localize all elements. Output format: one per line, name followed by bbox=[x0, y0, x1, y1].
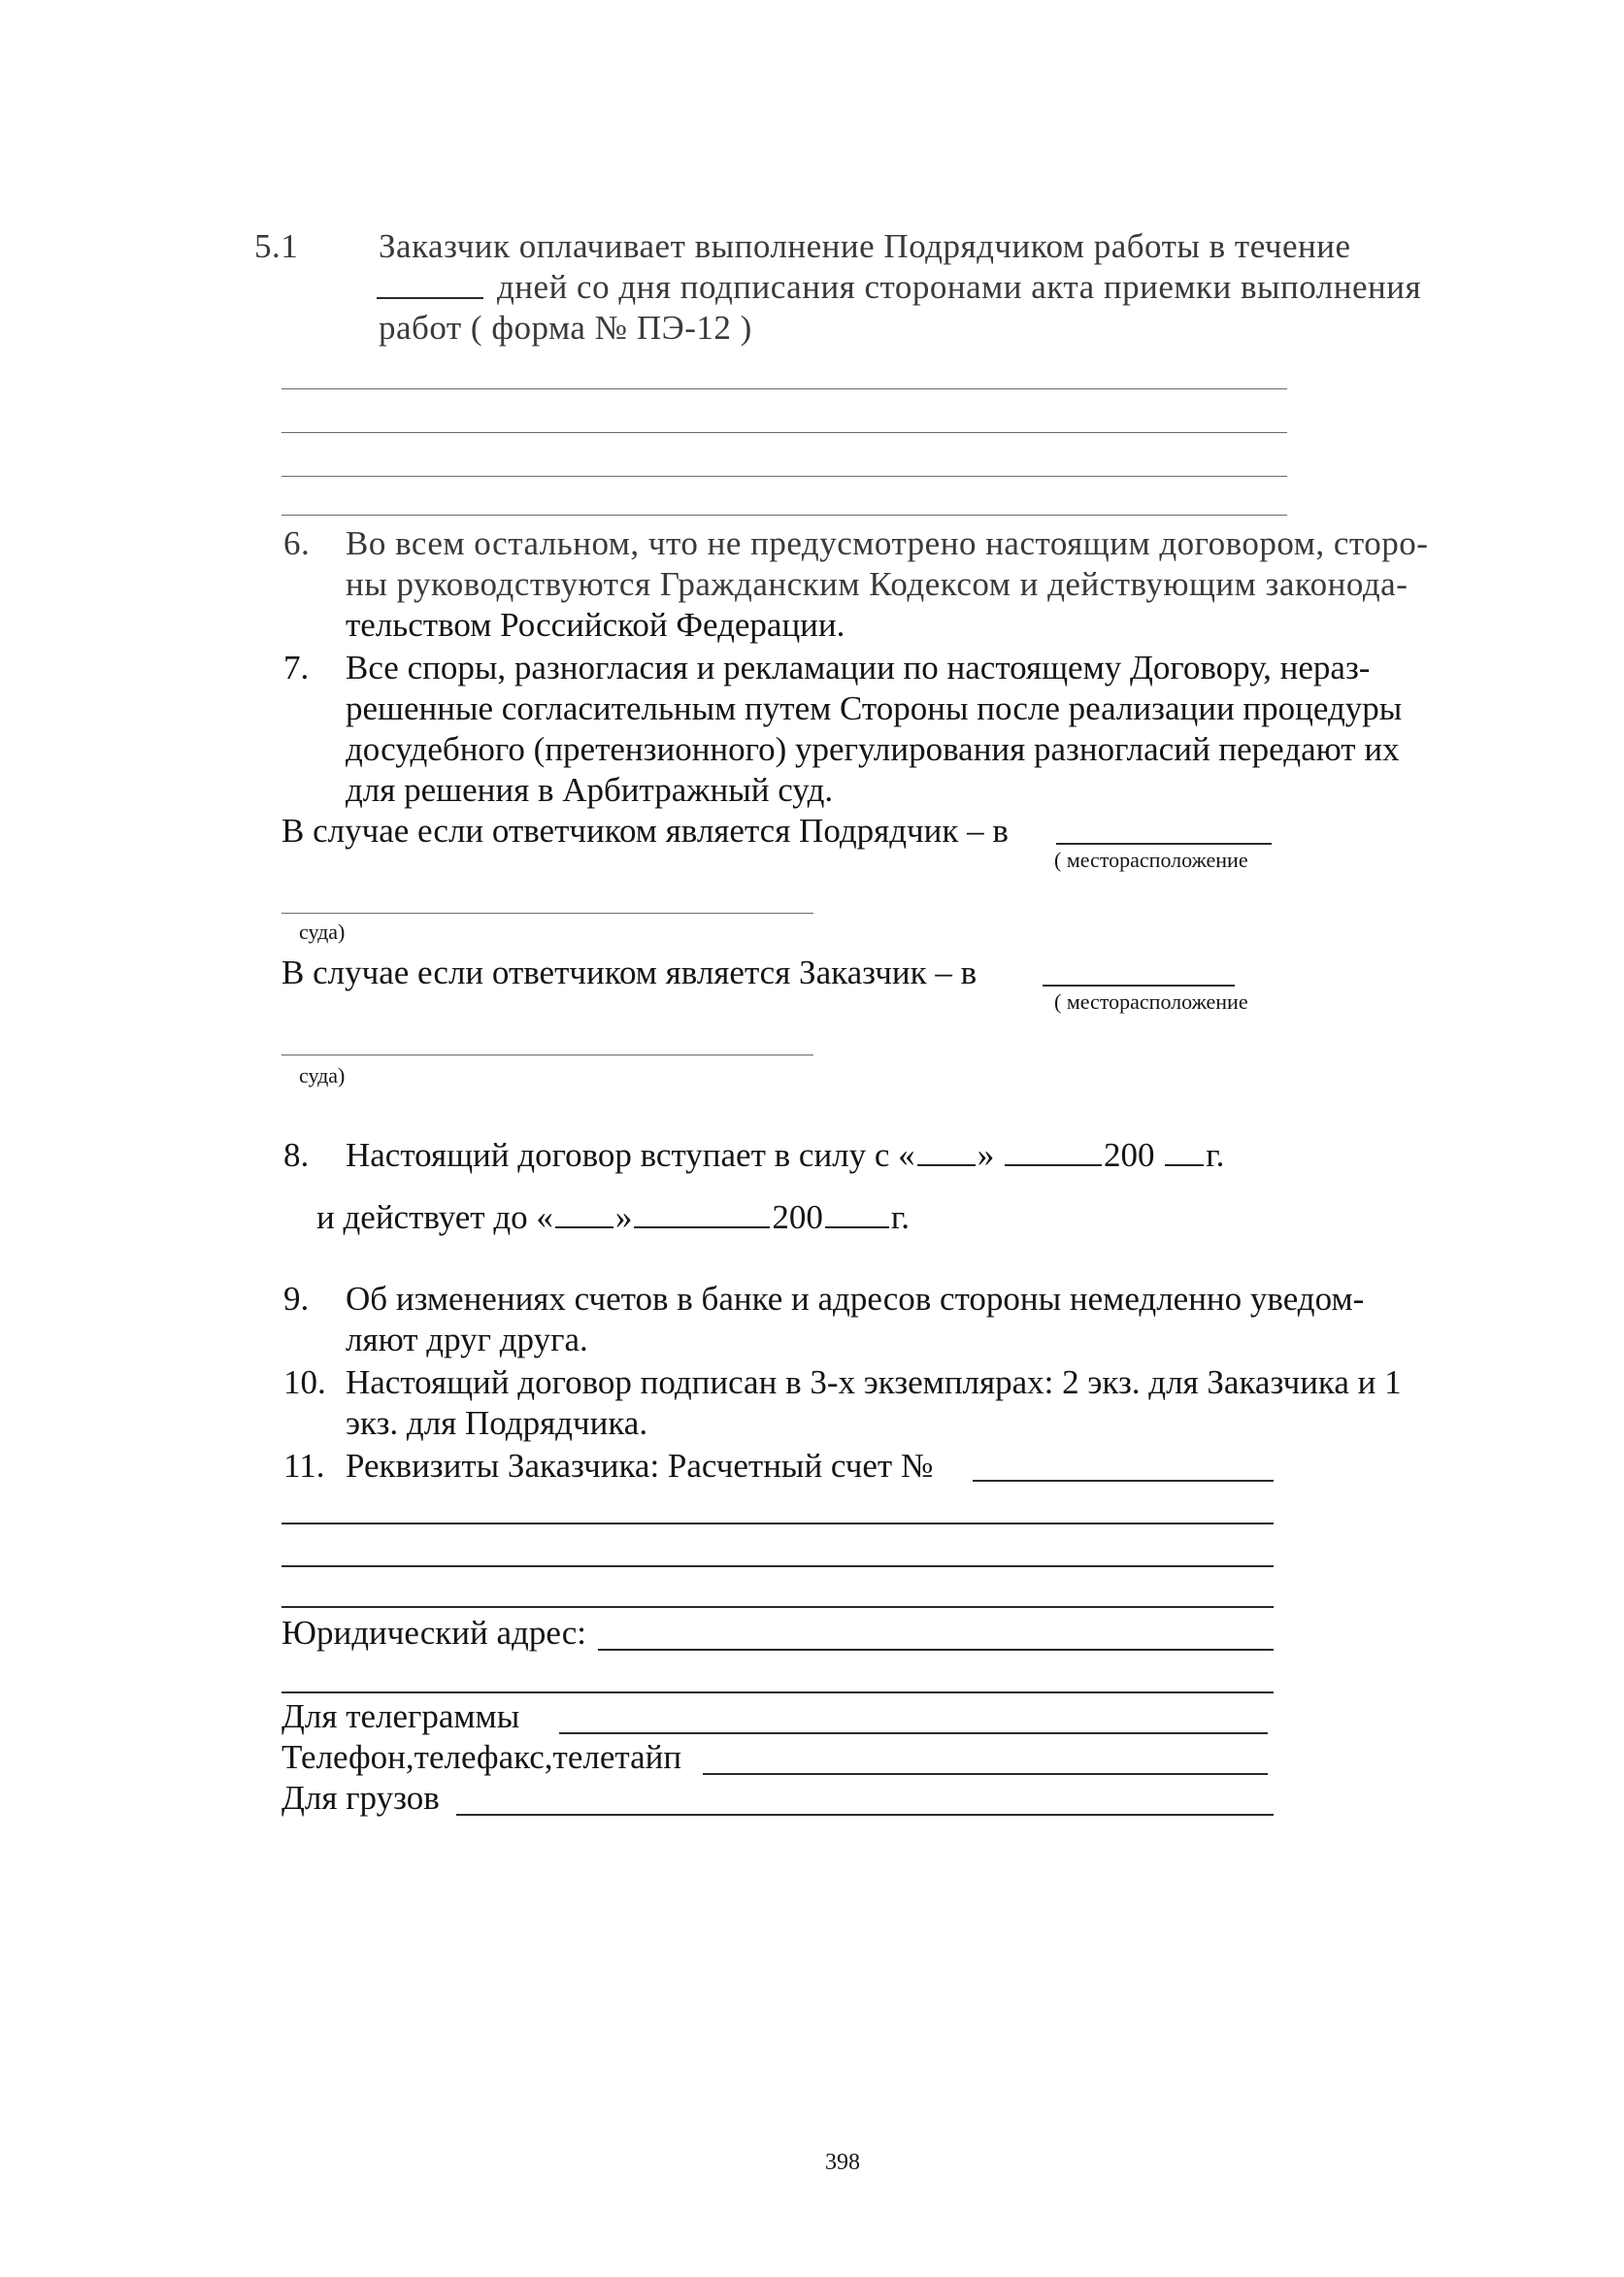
clause-6-number: 6. bbox=[283, 524, 311, 562]
blank-line bbox=[282, 515, 1287, 516]
blank-line bbox=[282, 388, 1287, 389]
day-blank bbox=[917, 1135, 976, 1166]
clause-8-text2-a: и действует до « bbox=[316, 1198, 553, 1236]
clause-10-line2: экз. для Подрядчика. bbox=[346, 1404, 648, 1442]
clause-11-text: Реквизиты Заказчика: Расчетный счет № bbox=[346, 1447, 934, 1485]
requisites-blank-line bbox=[282, 1523, 1274, 1524]
clause-8-number: 8. bbox=[283, 1136, 310, 1174]
days-blank bbox=[377, 297, 483, 299]
year2-suffix: г. bbox=[890, 1198, 911, 1236]
clause-9-number: 9. bbox=[283, 1280, 310, 1318]
legal-address-label: Юридический адрес: bbox=[282, 1614, 587, 1652]
year2-prefix: 200 bbox=[772, 1198, 823, 1236]
clause-7-line1: Все споры, разногласия и рекламации по настоящему Договору, нераз- bbox=[346, 649, 1371, 686]
clause-5-1-line3: работ ( форма № ПЭ-12 ) bbox=[379, 309, 752, 347]
address-blank-line bbox=[282, 1691, 1274, 1693]
day2-blank bbox=[555, 1197, 613, 1228]
clause-8-text-a: Настоящий договор вступает в силу с « bbox=[346, 1136, 915, 1174]
clause-8-text-b: » bbox=[977, 1136, 995, 1174]
court-contractor-blank-2 bbox=[282, 913, 813, 914]
year2-blank bbox=[825, 1197, 889, 1228]
court-contractor-hint: ( месторасположение bbox=[1054, 848, 1248, 872]
clause-8-line2 bbox=[316, 1196, 910, 1239]
court-customer-text: В случае если ответчиком является Заказчик – в bbox=[282, 954, 978, 991]
clause-10-number: 10. bbox=[283, 1363, 326, 1401]
clause-6-line3: тельством Российской Федерации. bbox=[346, 606, 845, 644]
year-suffix: г. bbox=[1206, 1136, 1225, 1174]
clause-6-line1: Во всем остальном, что не предусмотрено настоящим договором, сторо- bbox=[346, 524, 1429, 562]
blank-line bbox=[282, 432, 1287, 433]
year-prefix: 200 bbox=[1103, 1136, 1155, 1174]
cargo-blank bbox=[456, 1814, 1274, 1816]
clause-6-line2: ны руководствуются Гражданским Кодексом и действующим законода- bbox=[346, 565, 1409, 603]
court-customer-hint-end: суда) bbox=[299, 1063, 346, 1088]
cargo-label: Для грузов bbox=[282, 1779, 440, 1817]
clause-7-line4: для решения в Арбитражный суд. bbox=[346, 771, 834, 809]
year-blank bbox=[1165, 1135, 1204, 1166]
court-customer-hint: ( месторасположение bbox=[1054, 989, 1248, 1014]
month-blank bbox=[1005, 1135, 1102, 1166]
clause-8-text2-b: » bbox=[614, 1198, 633, 1236]
clause-7-number: 7. bbox=[283, 649, 310, 686]
telegram-blank bbox=[559, 1732, 1268, 1734]
account-blank bbox=[973, 1480, 1274, 1482]
legal-address-blank bbox=[598, 1649, 1274, 1651]
clause-5-1-line2: дней со дня подписания сторонами акта приемки выполнения bbox=[497, 268, 1422, 306]
blank-line bbox=[282, 476, 1287, 477]
telegram-label: Для телеграммы bbox=[282, 1697, 520, 1735]
page-number: 398 bbox=[825, 2150, 860, 2175]
requisites-blank-line bbox=[282, 1565, 1274, 1567]
clause-7-line2: решенные согласительным путем Стороны после реализации процедуры bbox=[346, 689, 1403, 727]
month2-blank bbox=[634, 1197, 770, 1228]
requisites-blank-line bbox=[282, 1606, 1274, 1608]
clause-7-line3: досудебного (претензионного) урегулирования разногласий передают их bbox=[346, 730, 1400, 768]
phone-blank bbox=[703, 1773, 1268, 1775]
court-customer-blank bbox=[1043, 985, 1235, 987]
clause-11-number: 11. bbox=[283, 1447, 325, 1485]
phone-label: Телефон,телефакс,телетайп bbox=[282, 1738, 682, 1776]
clause-9-line2: ляют друг друга. bbox=[346, 1321, 588, 1358]
court-contractor-text: В случае если ответчиком является Подрядчик – в bbox=[282, 812, 1009, 850]
court-contractor-hint-end: суда) bbox=[299, 920, 346, 944]
clause-5-1-line1: Заказчик оплачивает выполнение Подрядчиком работы в течение bbox=[379, 227, 1351, 265]
clause-10-line1: Настоящий договор подписан в 3-х экземплярах: 2 экз. для Заказчика и 1 bbox=[346, 1363, 1402, 1401]
clause-5-1-number: 5.1 bbox=[254, 227, 299, 265]
clause-9-line1: Об изменениях счетов в банке и адресов стороны немедленно уведом- bbox=[346, 1280, 1365, 1318]
court-contractor-blank bbox=[1056, 843, 1272, 845]
clause-8-line1 bbox=[346, 1134, 1224, 1177]
